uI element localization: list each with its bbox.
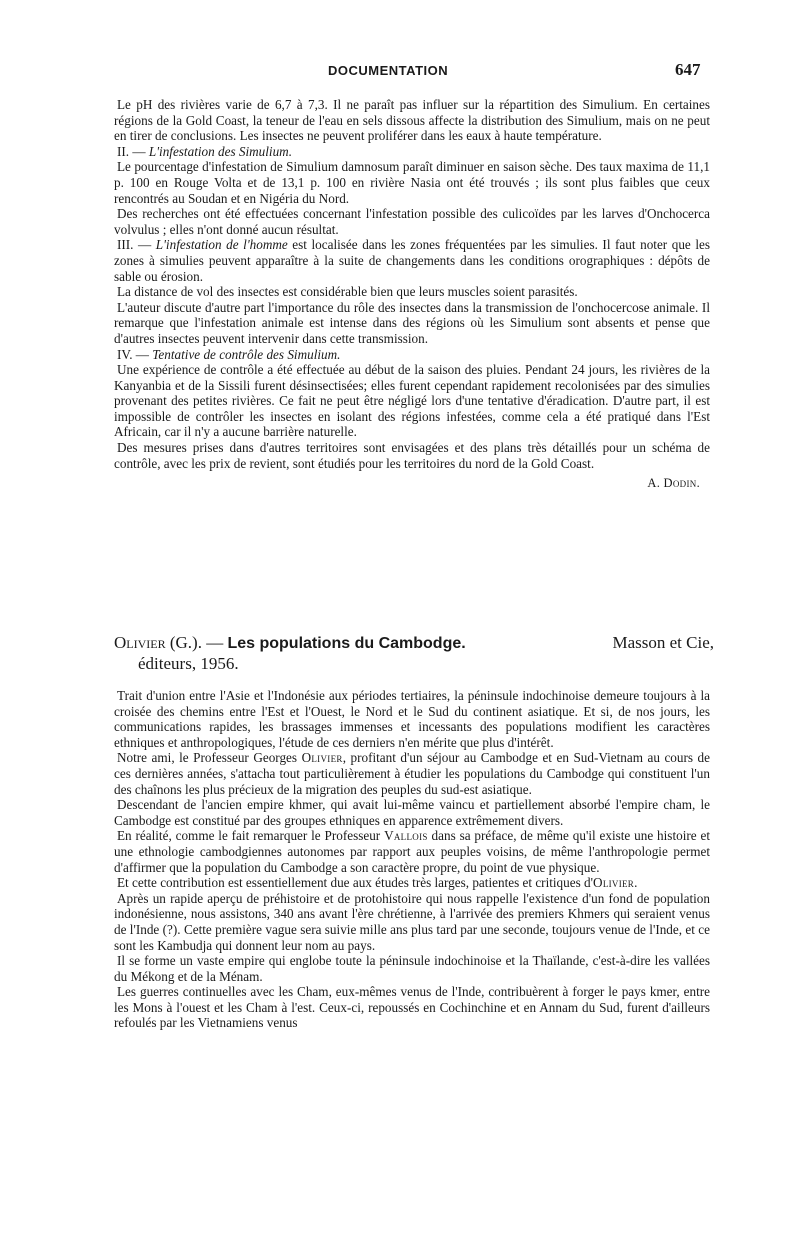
review-publisher-line2: éditeurs, 1956. — [138, 654, 239, 673]
section-text: est localisée dans les zones fréquentées par les simulies. Il faut noter que les zones à simulies peuvent apparaître à la suite de changements dans les conditions orographiques : dépôts de sable ou érosion. — [114, 237, 710, 284]
book-review-body — [114, 688, 710, 1031]
review-dash: — — [201, 633, 228, 652]
paragraph: Trait d'union entre l'Asie et l'Indonésie aux périodes tertiaires, la péninsule indochinoise demeure toujours à la croisée des chemins entre l'Est et l'Ouest, le Nord et le Sud du continent asiatique. Et si, de nos jours, les communications rapides, les brassages immenses et incessants des populations modifient les caractères ethniques et anthropologiques, l'étude de ces derniers n'en mérite que plus d'intérêt. — [114, 688, 710, 750]
section-title: L'infestation de l'homme — [155, 237, 288, 253]
person-name: Olivier — [301, 750, 343, 766]
paragraph: Des recherches ont été effectuées concernant l'infestation possible des culicoïdes par les larves d'Onchocerca volvulus ; elles n'ont donné aucun résultat. — [114, 206, 710, 237]
running-header — [0, 62, 800, 82]
review-book-title: Les populations du Cambodge. — [227, 635, 466, 652]
section-number: III. — — [117, 237, 156, 253]
review-author: Olivier (G.). — [114, 633, 202, 652]
text-run: dans sa préface, de même qu'il existe une histoire et une ethnologie cambodgiennes autonomes par rapport aux peuples voisins, de même l'anthropologie permet d'affirmer que la population du Cambodge a son caractère propre, du point de vue physique. — [114, 828, 710, 875]
paragraph: Le pH des rivières varie de 6,7 à 7,3. Il ne paraît pas influer sur la répartition des Simulium. En certaines régions de la Gold Coast, la teneur de l'eau en sels dissous affecte la distribution des Simulium, mais on ne peut en tirer de conclusions. Les insectes ne peuvent proliférer dans les eaux à haute température. — [114, 97, 710, 144]
page-number: 647 — [675, 60, 701, 79]
review-publisher: Masson et Cie, — [612, 633, 714, 652]
paragraph: Le pourcentage d'infestation de Simulium damnosum paraît diminuer en saison sèche. Des taux maxima de 11,1 p. 100 en Rouge Volta et de 13,1 p. 100 en rivière Nasia ont été trouvés ; ils sont plus faibles que ceux rencontrés au Soudan et en Nigéria du Nord. — [114, 159, 710, 206]
paragraph: Il se forme un vaste empire qui englobe toute la péninsule indochinoise et la Thaïlande, c'est-à-dire les vallées du Mékong et de la Ménam. — [114, 953, 710, 984]
person-name: Olivier — [593, 875, 635, 891]
review-heading — [114, 633, 714, 677]
paragraph — [114, 750, 710, 797]
paragraph: La distance de vol des insectes est considérable bien que leurs muscles soient parasités. — [117, 284, 578, 300]
paragraph: Descendant de l'ancien empire khmer, qui avait lui-même vaincu et partiellement absorbé l'empire cham, le Cambodge est constitué par des groupes ethniques en apparence extrêmement divers. — [114, 797, 710, 828]
section-number: II. — — [117, 143, 149, 159]
paragraph: Après un rapide aperçu de préhistoire et de protohistoire qui nous rappelle l'existence d'un fond de population indonésienne, nous assistons, 340 ans avant l'ère chrétienne, à l'arrivée des premiers Khmers qui seraient venus de l'Inde (?). Cette première vague sera suivie mille ans plus tard par une seconde, toujours venue de l'Inde, et ce sont les Kambudja qui donnent leur nom au pays. — [114, 890, 710, 953]
section-title: L'infestation des Simulium. — [148, 143, 292, 159]
paragraph: Des mesures prises dans d'autres territoires sont envisagées et des plans très détaillés pour un schéma de contrôle, avec les prix de revient, sont étudiés pour les territoires du nord de la Gold Coast. — [114, 440, 710, 471]
section-title: Tentative de contrôle des Simulium. — [152, 346, 341, 362]
text-run: . — [634, 875, 638, 891]
text-run: , profitant d'un séjour au Cambodge et en Sud-Vietnam au cours de ces dernières années, s'attacha tout particulièrement à étudier les populations du Cambodge qui constituent l'un des chaînons les plus précieux de la migration des peuples du sud-est asiatique. — [114, 750, 710, 797]
article-continuation — [114, 97, 710, 491]
section-paragraph — [114, 237, 710, 284]
paragraph — [114, 875, 710, 891]
text-run: Et cette contribution est essentiellement due aux études très larges, patientes et critiques d' — [117, 875, 593, 891]
paragraph: Les guerres continuelles avec les Cham, eux-mêmes venus de l'Inde, contribuèrent à forger le pays kmer, entre les Mons à l'ouest et les Cham à l'est. Ceux-ci, repoussés en Cochinchine et en Annam du Sud, furent d'ailleurs refoulés par les Vietnamiens venus — [114, 984, 710, 1031]
author-signature: A. Dodin. — [647, 476, 700, 491]
paragraph: Une expérience de contrôle a été effectuée au début de la saison des pluies. Pendant 24 jours, les rivières de la Kanyanbia et de la Sissili furent désinsectisées; elles furent cependant rapidement recolonisées par des simulies provenant des petites rivières. Ce fait ne peut être négligé lors d'une tentative d'éradication. D'autre part, il est impossible de contrôler les insectes en isolant des régions infestées, comme cela a été pratiqué dans l'Est Africain, car il n'y a aucune barrière naturelle. — [114, 362, 710, 440]
section-heading — [114, 144, 710, 160]
paragraph: L'auteur discute d'autre part l'importance du rôle des insectes dans la transmission de l'onchocercose animale. Il remarque que l'infestation animale est intense dans des régions où les Simulium sont absents et pense que d'autres insectes peuvent intervenir dans cette transmission. — [114, 299, 710, 346]
section-heading — [114, 347, 710, 363]
person-name: Vallois — [384, 828, 428, 844]
section-number: IV. — — [117, 346, 153, 362]
paragraph — [114, 828, 710, 875]
running-header-title: DOCUMENTATION — [328, 63, 449, 78]
text-run: En réalité, comme le fait remarquer le Professeur — [117, 828, 385, 844]
text-run: Notre ami, le Professeur Georges — [117, 750, 302, 766]
